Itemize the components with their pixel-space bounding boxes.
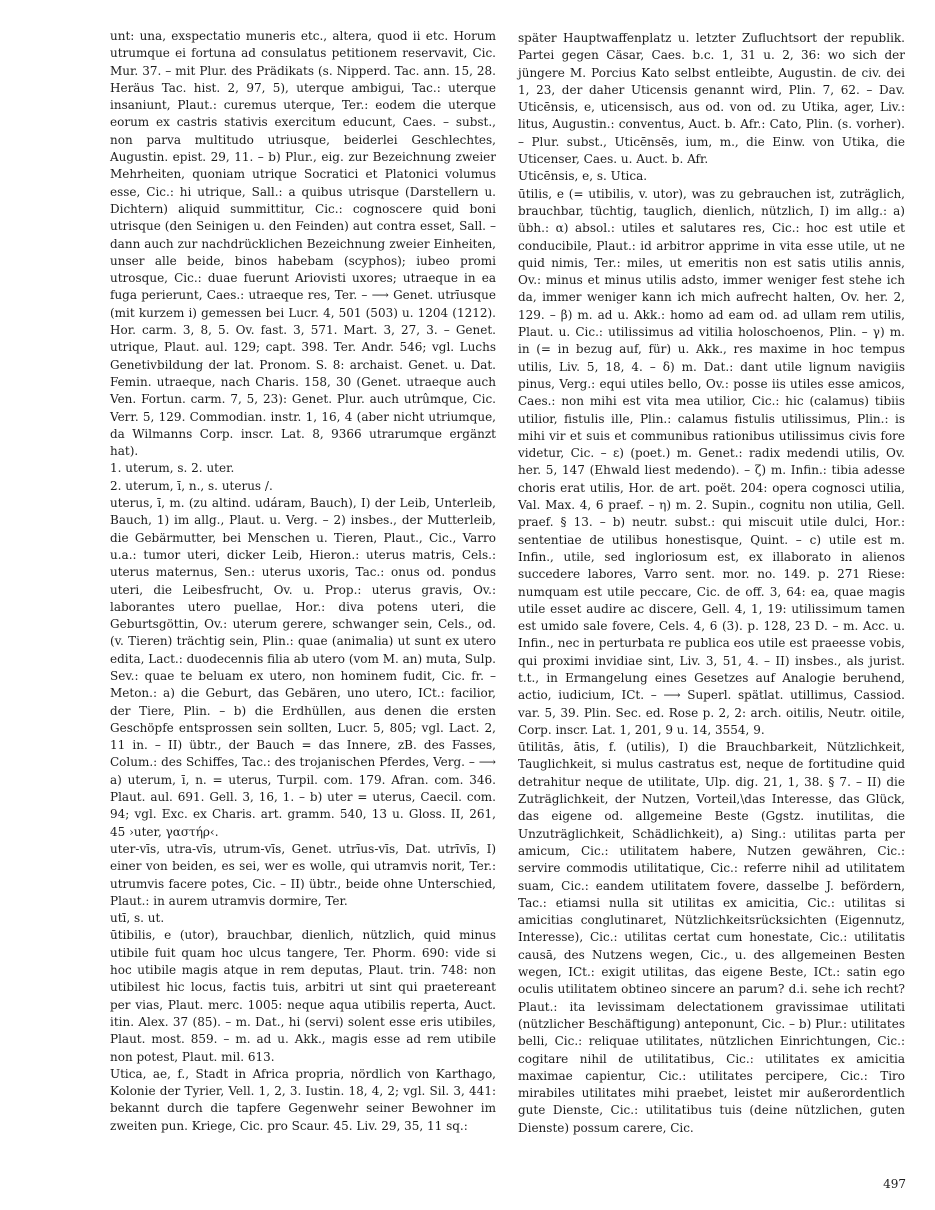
entry-uticensis: Uticēnsis, e, s. Utica. xyxy=(518,169,648,184)
page-number: 497 xyxy=(883,1177,906,1191)
entry-utilis: ūtilis, e (= utibilis, v. utor), was zu gebrauchen ist, zuträglich, brauchbar, tüchtig, tauglich, dienlich, nützlich, I) im allg.: a) übh.: α) absol.: utiles et salutares res, Cic.: hoc est utile et conducibile, Plaut.: id arbitror apprime in vita esse utile, ut ne quid nimis, Ter.: miles, ut emeritis non est satis utilis annis, Ov.: minus et minus utilis adsto, immer weniger fest stehe ich da, immer weniger kann ich mich aufrecht halten, Ov. her. 2, 129. – β) m. ad u. Akk.: homo ad eam od. ad ullam rem utilis, Plaut. u. Cic.: utilissimus ad vitilia holoschoenos, Plin. – γ) m. in (= in bezug auf, für) u. Akk., res maxime in hoc tempus utilis, Liv. 5, 18, 4. – δ) m. Dat.: dant utile lignum navigiis pinus, Verg.: equi utiles bello, Ov.: posse iis utiles esse amicos, Caes.: non mihi est vita mea utilior, Cic.: hic (calamus) tibiis utilior, fistulis ille, Plin.: calamus fistulis utilissimus, Plin.: is mihi vir et suis et communibus rationibus utilissimus civis fore videtur, Cic. – ε) (poet.) m. Genet.: radix medendi utilis, Ov. her. 5, 147 (Ehwald liest medendo). – ζ) m. Infin.: tibia adesse choris erat utilis, Hor. de art. poët. 204: opera cognosci utilia, Val. Max. 4, 6 praef. – η) m. 2. Supin., cognitu non utilia, Gell. praef. § 13. – b) neutr. subst.: qui miscuit utile dulci, Hor.: sententiae de utilibus honestisque, Quint. – c) utile est m. Infin., utile, sed ingloriosum est, ex illaborato in alienos succedere labores, Varro sent. mor. no. 149. p. 271 Riese: numquam est utile peccare, Cic. de off. 3, 64: ea, quae magis utile esset audire ac discere, Gell. 4, 1, 19: utilissimum tamen est umido sale fovere, Cels. 4, 6 (3). p. 128, 23 D. – m. Acc. u. Infin., nec in perturbata re publica eos utile est praeesse vobis, qui proximi invidiae sint, Liv. 3, 51, 4. – II) insbes., als jurist. t.t., in Ermangelung eines Gesetzes auf Analogie beruhend, actio, iudicium, ICt. – ⟶ Superl. spätlat. utillimus, Cassiod. var. 5, 39. Plin. Sec. ed. Rose p. 2, 2: arch. oitilis, Neutr. oitile, Corp. inscr. Lat. 1, 201, 9 u. 14, 3554, 9. xyxy=(518,186,905,737)
entry-utibilis: ūtibilis, e (utor), brauchbar, dienlich, nützlich, quid minus utibile fuit quam hoc ulcus tangere, Ter. Phorm. 690: vide si hoc utibile magis atque in rem deputas, Plaut. trin. 748: non utibilest hic locus, factis tuis, arbitri ut sint qui praetereant per vias, Plaut. merc. 1005: neque aqua utibilis reperta, Auct. itin. Alex. 37 (85). – m. Dat., hi (servi) solent esse eris utibiles, Plaut. most. 859. – m. ad u. Akk., magis esse ad rem utibile non potest, Plaut. mil. 613. xyxy=(110,928,496,1064)
entry-utica-continued: später Hauptwaffenplatz u. letzter Zufluchtsort der republik. Partei gegen Cäsar, Caes. b.c. 1, 31 u. 2, 36: wo sich der jüngere M. Porcius Kato selbst entleibte, Augustin. de civ. dei 1, 23, der daher Uticensis genannt wird, Plin. 7, 62. – Dav. Uticēnsis, e, uticensisch, aus od. von od. zu Utika, ager, Liv.: litus, Augustin.: conventus, Auct. b. Afr.: Cato, Plin. (s. vorher). – Plur. subst., Uticēnsēs, ium, m., die Einw. von Utika, die Uticenser, Caes. u. Auct. b. Afr. xyxy=(518,31,905,167)
entry-2-uterum: 2. uterum, ī, n., s. uterus /. xyxy=(110,478,273,493)
entry-utica: Utica, ae, f., Stadt in Africa propria, nördlich von Karthago, Kolonie der Tyrier, Vell. 1, 2, 3. Iustin. 18, 4, 2; vgl. Sil. 3, 441: bekannt durch die tapfere Gegenwehr seiner Bewohner im zweiten pun. Kriege, Cic. pro Scaur. 45. Liv. 29, 35, 11 sq.: xyxy=(110,1066,496,1133)
entry-uterus: uterus, ī, m. (zu altind. udáram, Bauch), I) der Leib, Unterleib, Bauch, 1) im allg., Plaut. u. Verg. – 2) insbes., der Mutterleib, die Gebärmutter, bei Menschen u. Tieren, Plaut., Cic., Varro u.a.: tumor uteri, dicker Leib, Hieron.: uterus matris, Cels.: uterus maternus, Sen.: uterus uxoris, Tac.: onus od. pondus uteri, die Leibesfrucht, Ov. u. Prop.: uterus gravis, Ov.: laborantes utero puellae, Hor.: diva potens uteri, die Geburtsgöttin, Ov.: uterum gerere, schwanger sein, Cels., od. (v. Tieren) trächtig sein, Plin.: quae (animalia) ut sunt ex utero edita, Lact.: duodecennis filia ab utero (vom M. an) muta, Sulp. Sev.: quae te beluam ex utero, non hominem fudit, Cic. fr. – Meton.: a) die Geburt, das Gebären, uno utero, ICt.: facilior, der Tiere, Plin. – b) die Erdhüllen, aus denen die ersten Geschöpfe entsprossen sein sollten, Lucr. 5, 805; vgl. Lact. 2, 11 in. – II) übtr., der Bauch = das Innere, zB. des Fasses, Colum.: des Schiffes, Tac.: des trojanischen Pferdes, Verg. – ⟶ a) uterum, ī, n. = uterus, Turpil. com. 179. Afran. com. 346. Plaut. aul. 691. Gell. 3, 16, 1. – b) uter = uterus, Caecil. com. 94; vgl. Exc. ex Charis. art. gramm. 540, 13 u. Gloss. II, 261, 45 ›uter, γαστήρ‹. xyxy=(110,496,496,839)
entry-1-uterum: 1. uterum, s. 2. uter. xyxy=(110,461,235,476)
entry-utilitas: ūtilitās, ātis, f. (utilis), I) die Brauchbarkeit, Nützlichkeit, Tauglichkeit, si mulus castratus est, neque de fortitudine quid detrahitur neque de utilitate, Ulp. dig. 21, 1, 38. § 7. – II) die Zuträglichkeit, der Nutzen, Vorteil,\das Interesse, das Glück, das eigene od. allgemeine Beste (Ggstz. inutilitas, die Unzuträglichkeit, Schädlichkeit), a) Sing.: utilitas parta per amicum, Cic.: utilitatem habere, Nutzen gewähren, Cic.: servire commodis utilitatique, Cic.: referre nihil ad utilitatem suam, Cic.: eandem utilitatem fovere, dasselbe J. befördern, Tac.: etiamsi nulla sit utilitas ex amicitia, Cic.: utilitas si amicitias conglutinaret, Nützlichkeitsrücksichten (Eigennutz, Interesse), Cic.: utilitas certat cum honestate, Cic.: utilitatis causā, des Nutzens wegen, Cic., u. des allgemeinen Besten wegen, ICt.: exigit utilitas, das eigene Beste, ICt.: satin ego oculis utilitatem obtineo sincere an parum? d.i. sehe ich recht? Plaut.: ita levissimam delectationem gravissimae utilitati (nützlicher Beschäftigung) anteponunt, Cic. – b) Plur.: utilitates belli, Cic.: reliquae utilitates, nützlichen Einrichtungen, Cic.: cogitare nihil de utilitatibus, Cic.: utilitates ex amicitia maximae capientur, Cic.: utilitates percipere, Cic.: Tiro mirabiles utilitates mihi praebet, leistet mir außerordentlich gute Dienste, Cic.: utilitatibus tuis (deine nützlichen, guten Dienste) possum carere, Cic. xyxy=(518,740,905,1135)
right-column xyxy=(518,30,905,1137)
entry-utervis: uter-vīs, utra-vīs, utrum-vīs, Genet. utrīus-vīs, Dat. utrīvīs, I) einer von beiden, es sei, wer es wolle, qui utramvis norit, Ter.: utrumvis facere potes, Cic. – II) übtr., beide ohne Unterschied, Plaut.: in aurem utramvis dormire, Ter. xyxy=(110,841,496,908)
entry-uti: utī, s. ut. xyxy=(110,911,165,926)
entry-uterque-continued: unt: una, exspectatio muneris etc., altera, quod ii etc. Horum utrumque ei fortuna ad consulatus petitionem reservavit, Cic. Mur. 37. – mit Plur. des Prädikats (s. Nipperd. Tac. ann. 15, 28. Heräus Tac. hist. 2, 97, 5), uterque ambigui, Tac.: uterque insaniunt, Plaut.: curemus uterque, Ter.: eodem die uterque eorum ex castris stativis exercitum educunt, Caes. – subst., non parva multitudo utriusque, beiderlei Geschlechtes, Augustin. epist. 29, 11. – b) Plur., eig. zur Bezeichnung zweier Mehrheiten, quoniam utrique Socratici et Platonici volumus esse, Cic.: hi utrique, Sall.: a quibus utrisque (Darstellern u. Dichtern) aliquid summittitur, Cic.: cognoscere quid boni utrisque (den Seinigen u. den Feinden) aut contra esset, Sall. – dann auch zur nachdrücklichen Bezeichnung zweier Einheiten, unser alle beide, binos habebam (scyphos); iubeo promi utrosque, Cic.: duae fuerunt Ariovisti uxores; utraeque in ea fuga perierunt, Caes.: utraeque res, Ter. – ⟶ Genet. utrīusque (mit kurzem i) gemessen bei Lucr. 4, 501 (503) u. 1204 (1212). Hor. carm. 3, 8, 5. Ov. fast. 3, 571. Mart. 3, 27, 3. – Genet. utrique, Plaut. aul. 129; capt. 398. Ter. Andr. 546; vgl. Luchs Genetivbildung der lat. Pronom. S. 8: archaist. Genet. u. Dat. Femin. utraeque, nach Charis. 158, 30 (Genet. utraeque auch Ven. Fortun. carm. 7, 5, 23): Genet. Plur. auch utrûmque, Cic. Verr. 5, 129. Commodian. instr. 1, 16, 4 (aber nicht utriumque, da Wilmanns Corp. inscr. Lat. 8, 9366 utrarumque ergänzt hat). xyxy=(110,29,496,459)
left-column xyxy=(110,28,496,1135)
